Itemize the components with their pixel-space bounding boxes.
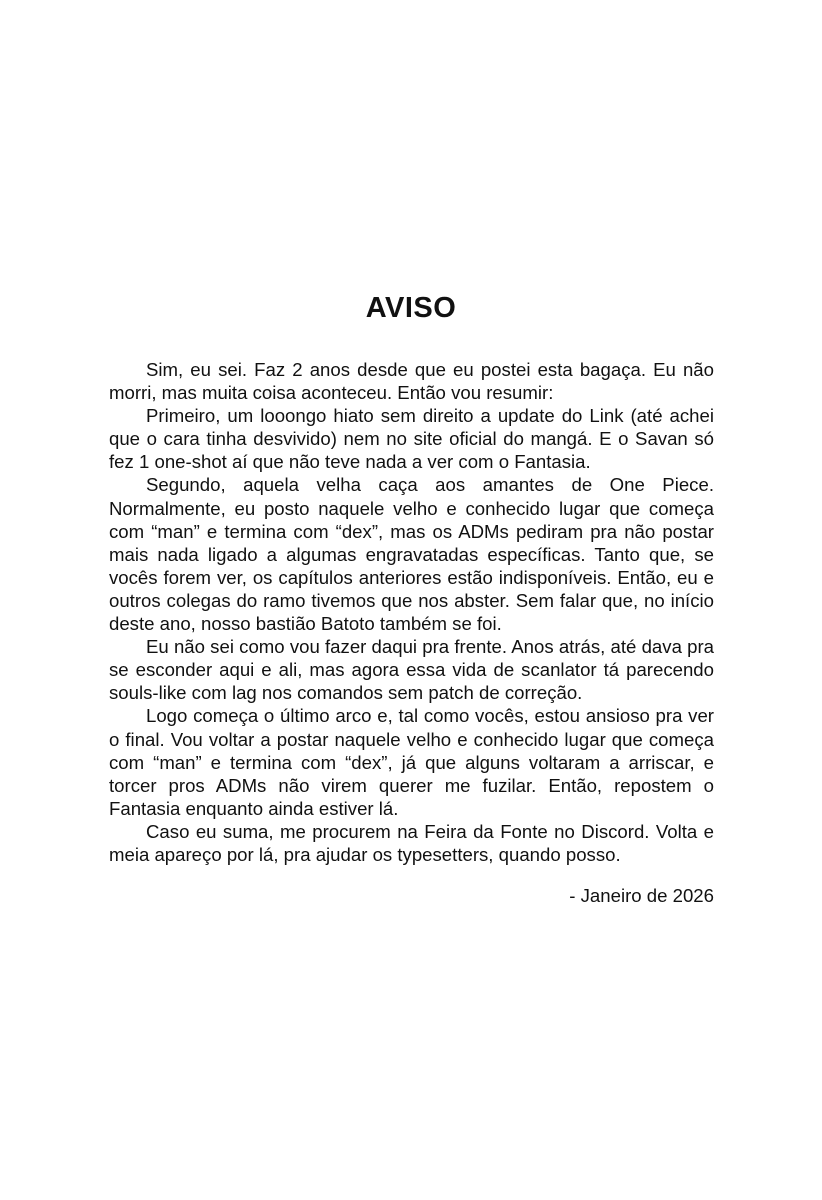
notice-body (109, 358, 714, 866)
page-title: AVISO (365, 292, 457, 324)
signature-date: - Janeiro de 2026 (569, 885, 714, 906)
paragraph-6: Caso eu suma, me procurem na Feira da Fonte no Discord. Volta e meia apareço por lá, pra ajudar os typesetters, quando posso. (109, 820, 714, 865)
paragraph-4: Eu não sei como vou fazer daqui pra frente. Anos atrás, até dava pra se esconder aqui e ali, mas agora essa vida de scanlator tá parecendo souls-like com lag nos comandos sem patch de correção. (109, 636, 714, 704)
paragraph-2: Primeiro, um looongo hiato sem direito a update do Link (até achei que o cara tinha desvivido) nem no site oficial do mangá. E o Savan só fez 1 one-shot aí que não teve nada a ver com o Fantasia. (109, 405, 714, 473)
paragraph-3: Segundo, aquela velha caça aos amantes de One Piece. Normalmente, eu posto naquele velho e conhecido lugar que começa com “man” e termina com “dex”, mas os ADMs pediram pra não postar mais nada ligado a algumas engravatadas específicas. Tanto que, se vocês forem ver, os capítulos anteriores estão indisponíveis. Então, eu e outros colegas do ramo tivemos que nos abster. Sem falar que, no início deste ano, nosso bastião Batoto também se foi. (109, 474, 714, 635)
paragraph-5: Logo começa o último arco e, tal como vocês, estou ansioso pra ver o final. Vou voltar a postar naquele velho e conhecido lugar que começa com “man” e termina com “dex”, já que alguns voltaram a arriscar, e torcer pros ADMs não virem querer me fuzilar. Então, repostem o Fantasia enquanto ainda estiver lá. (109, 705, 714, 819)
paragraph-1: Sim, eu sei. Faz 2 anos desde que eu postei esta bagaça. Eu não morri, mas muita coisa aconteceu. Então vou resumir: (109, 359, 714, 404)
